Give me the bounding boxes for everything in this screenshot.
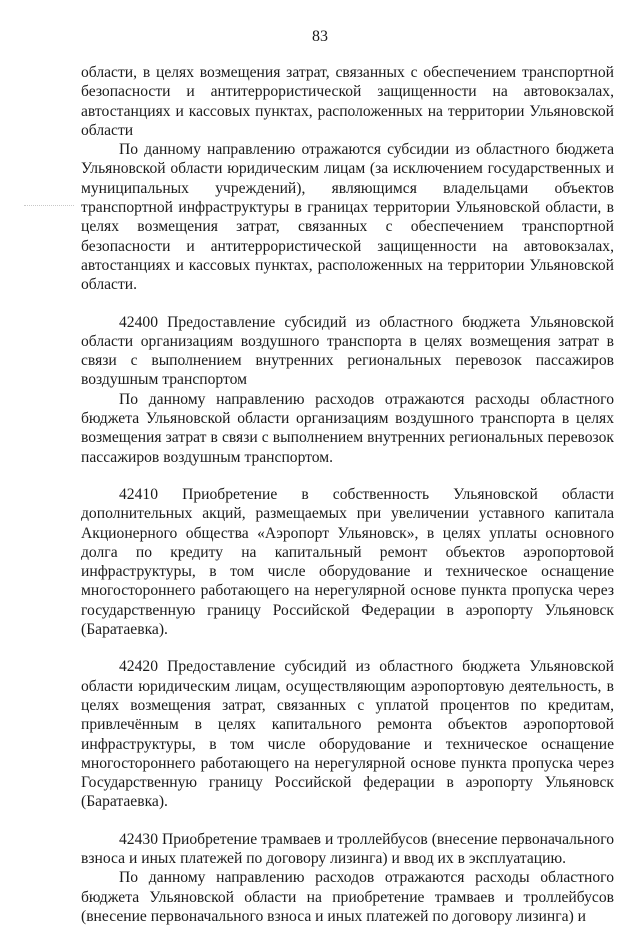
- paragraph-p1: области, в целях возмещения затрат, связанных с обеспечением транспортной безопасности и антитеррористической защищенности на автовокзалах, автостанциях и кассовых пунктах, расположенных на территории Ульяновской области: [81, 64, 614, 139]
- paragraph-p3: 42400 Предоставление субсидий из областного бюджета Ульяновской области организациям воздушного транспорта в целях возмещения затрат в связи с выполнением внутренних региональных перевозок пассажиров воздушным транспортом: [81, 313, 614, 389]
- paragraph-p4: По данному направлению расходов отражаются расходы областного бюджета Ульяновской области организациям воздушного транспорта в целях возмещения затрат в связи с выполнением внутренних региональных перевозок пассажиров воздушным транспортом.: [81, 390, 614, 466]
- paragraph-p7: 42430 Приобретение трамваев и троллейбусов (внесение первоначального взноса и иных платежей по договору лизинга) и ввод их в эксплуатацию.: [81, 830, 614, 867]
- scan-artifact-mark: [24, 205, 74, 206]
- paragraph-p2: По данному направлению отражаются субсидии из областного бюджета Ульяновской области юридическим лицам (за исключением государственных и муниципальных учреждений), являющимся владельцами объектов транспортной инфраструктуры в границах территории Ульяновской области, в целях возмещения затрат, связанных с обеспечением транспортной безопасности и антитеррористической защищенности на автовокзалах, автостанциях и кассовых пунктах, расположенных на территории Ульяновской области.: [81, 141, 614, 294]
- paragraph-p6: 42420 Предоставление субсидий из областного бюджета Ульяновской области юридическим лицам, осуществляющим аэропортовую деятельность, в целях возмещения затрат, связанных с уплатой процентов по кредитам, привлечённым в целях капитального ремонта объектов аэропортовой инфраструктуры, в том числе оборудование и техническое оснащение многостороннего работающего на нерегулярной основе пункта пропуска через Государственную границу Российской федерации в аэропорту Ульяновск (Баратаевка).: [81, 658, 614, 811]
- document-body: [81, 63, 614, 926]
- page-number: 83: [312, 28, 328, 45]
- paragraph-p8: По данному направлению расходов отражаются расходы областного бюджета Ульяновской области на приобретение трамваев и троллейбусов (внесение первоначального взноса и иных платежей по договору лизинга) и: [81, 869, 614, 925]
- paragraph-p5: 42410 Приобретение в собственность Ульяновской области дополнительных акций, размещаемых при увеличении уставного капитала Акционерного общества «Аэропорт Ульяновск», в целях уплаты основного долга по кредиту на капитальный ремонт объектов аэропортовой инфраструктуры, в том числе оборудование и техническое оснащение многостороннего работающего на нерегулярной основе пункта пропуска через государственную границу Российской Федерации в аэропорту Ульяновск (Баратаевка).: [81, 485, 614, 639]
